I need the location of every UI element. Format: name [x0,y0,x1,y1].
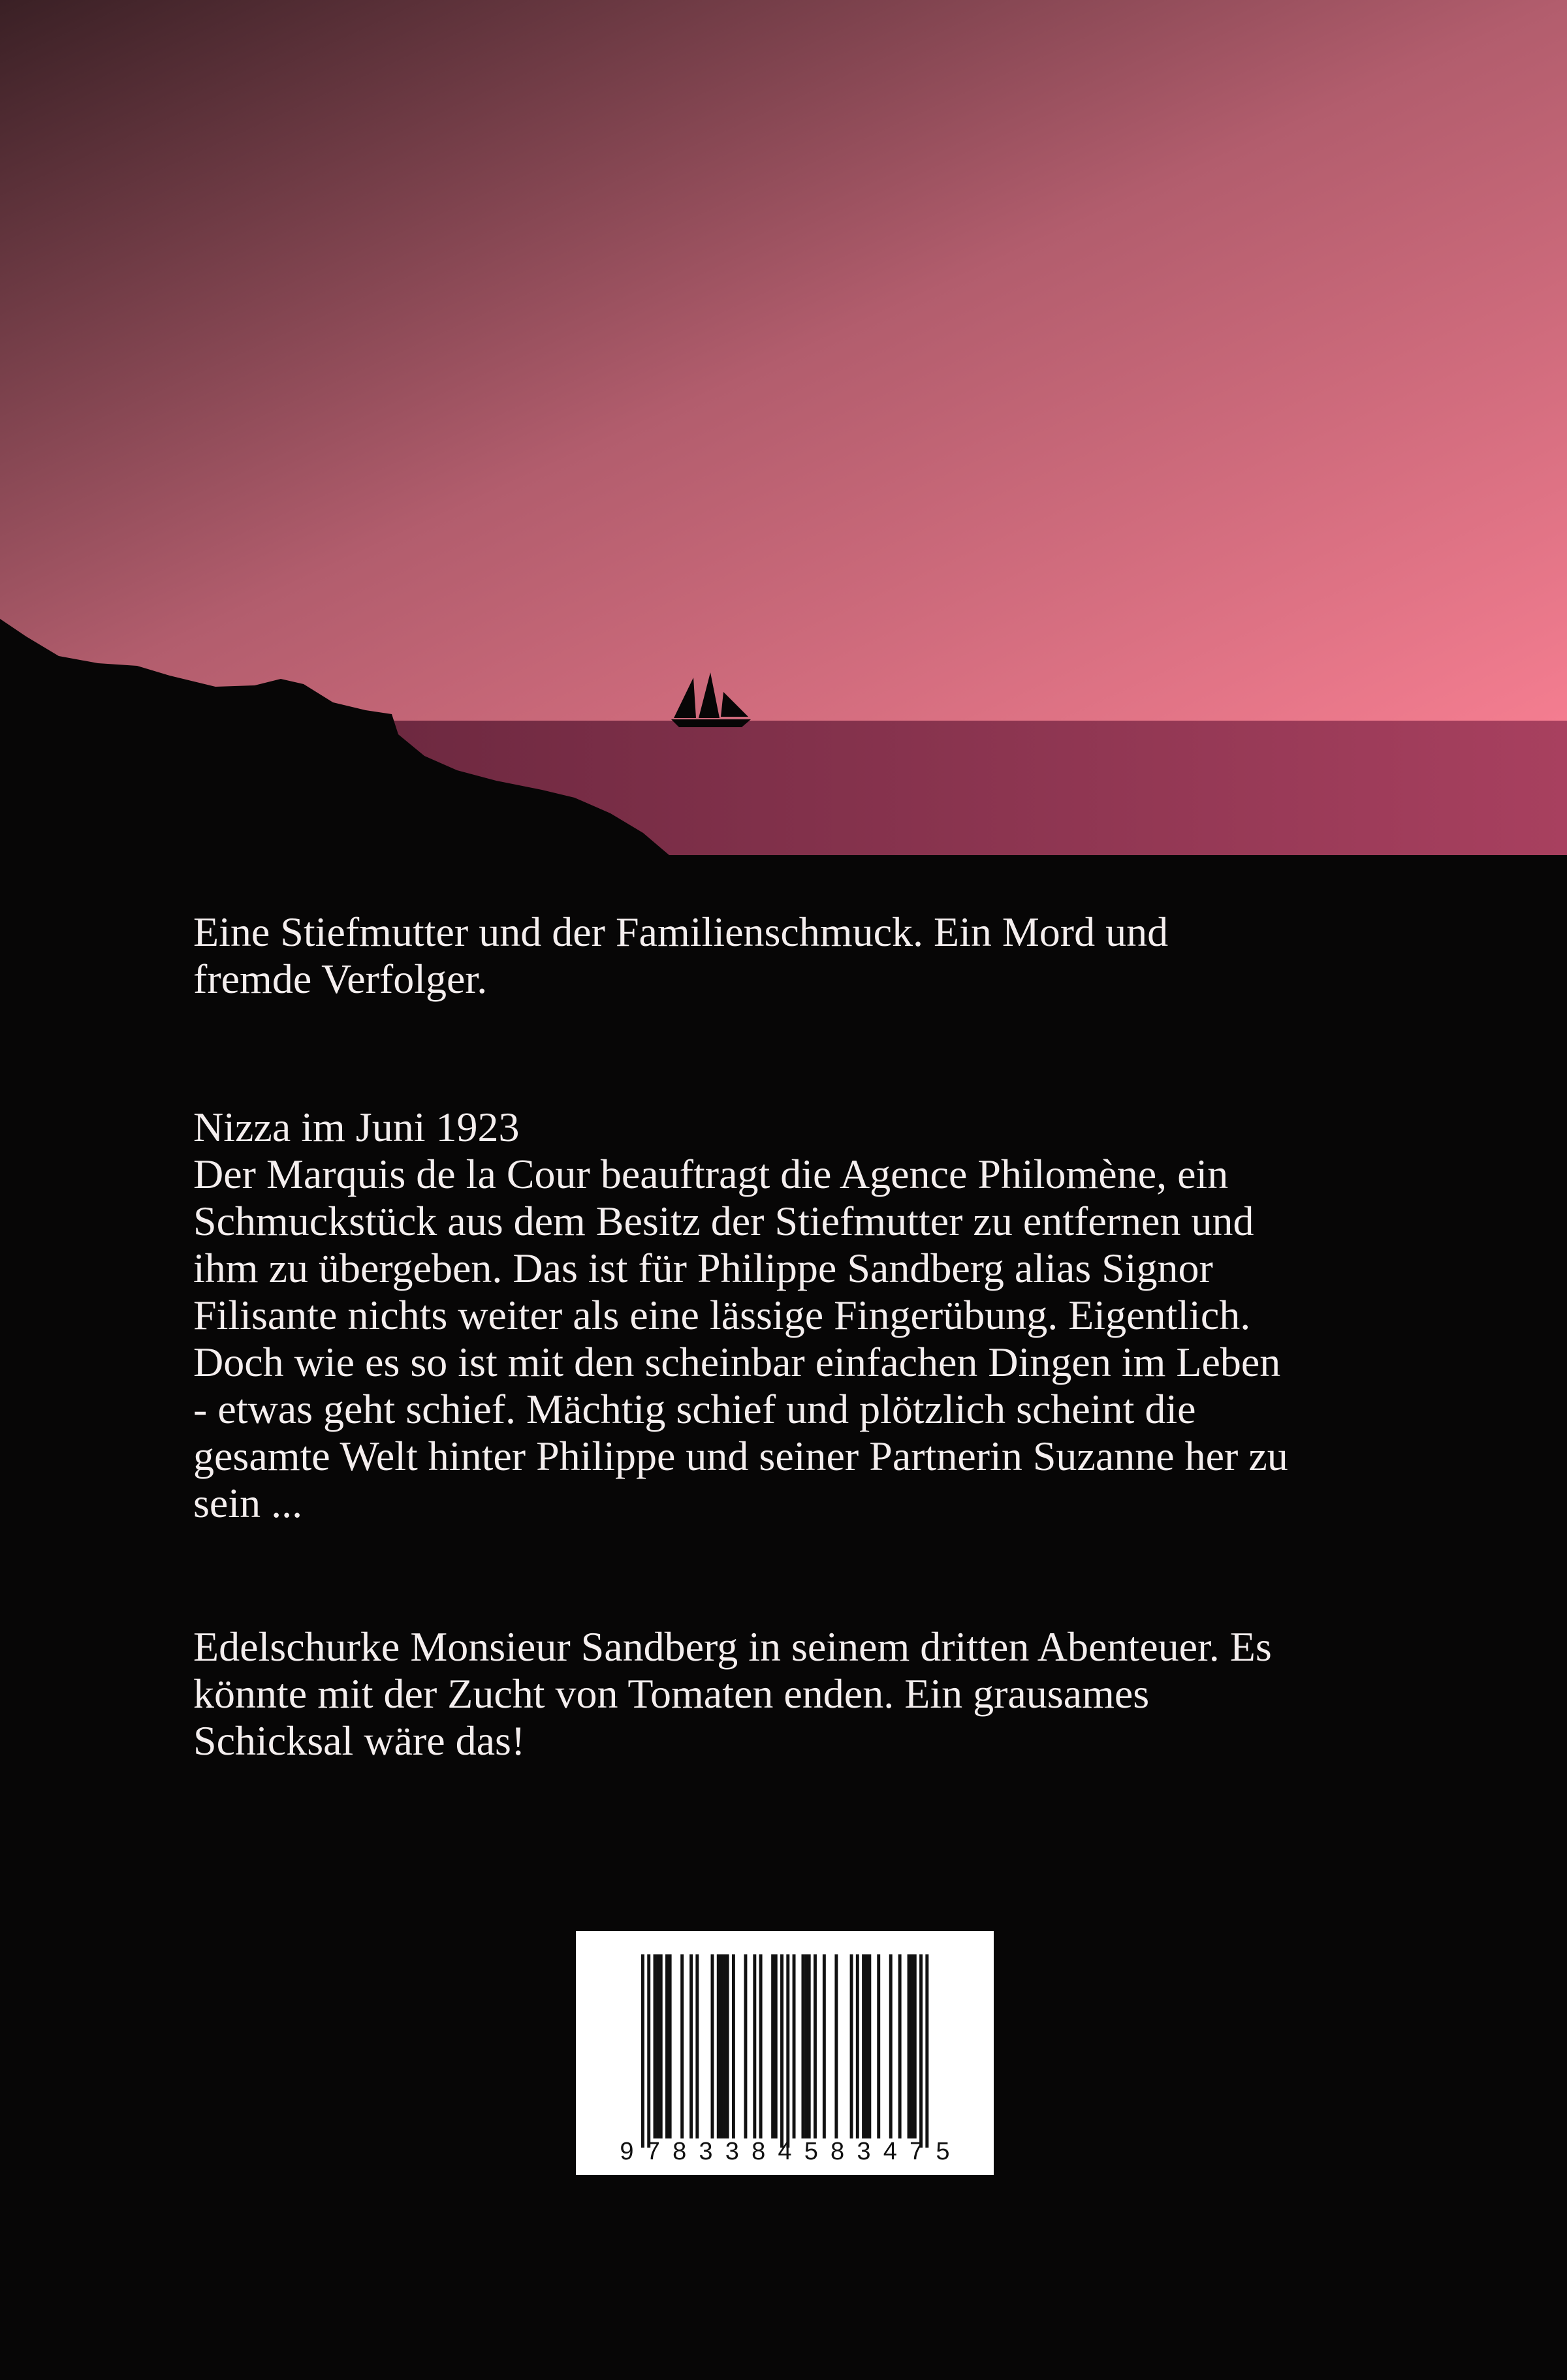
barcode-bar [665,1954,669,2138]
barcode-bar [889,1954,893,2138]
barcode-bar [877,1954,880,2138]
barcode-bar [804,1954,808,2138]
barcode-bar [680,1954,684,2138]
cover-illustration [0,0,1567,855]
barcode-bar [656,1954,659,2138]
barcode-bar [910,1954,913,2138]
barcode-bar [868,1954,871,2138]
story-line: ihm zu übergeben. Das ist für Philippe Sandberg alias Signor [193,1245,1213,1291]
barcode-bar [641,1954,644,2148]
barcode-bar [753,1954,756,2138]
barcode-digit: 7 [910,2138,924,2165]
teaser-text [193,909,1414,1003]
barcode-bar [669,1954,672,2138]
barcode-bar [659,1954,663,2138]
story-line: Schmuckstück aus dem Besitz der Stiefmutter zu entfernen und [193,1198,1254,1244]
teaser-line: fremde Verfolger. [193,956,488,1002]
story-line: sein ... [193,1480,303,1526]
barcode-digit: 3 [857,2138,871,2165]
barcode-number [615,2138,955,2165]
barcode-bar [711,1954,714,2138]
barcode-bar [850,1954,853,2138]
barcode-bar [823,1954,826,2138]
barcode-bar [814,1954,817,2138]
closing-text [193,1623,1414,1764]
closing-line: könnte mit der Zucht von Tomaten enden. Ein grausames [193,1670,1150,1717]
teaser-line: Eine Stiefmutter und der Familienschmuck. Ein Mord und [193,909,1169,955]
barcode-digit: 3 [699,2138,713,2165]
closing-line: Edelschurke Monsieur Sandberg in seinem dritten Abenteuer. Es [193,1623,1272,1670]
isbn-barcode [576,1931,994,2175]
story-line: - etwas geht schief. Mächtig schief und plötzlich scheint die [193,1386,1196,1432]
barcode-bar [834,1954,838,2138]
barcode-bar [689,1954,693,2138]
barcode-bar [919,1954,923,2148]
barcode-digit: 3 [725,2138,739,2165]
story-line: Doch wie es so ist mit den scheinbar einfachen Dingen im Leben [193,1339,1281,1385]
story-line: Filisante nichts weiter als eine lässige Fingerübung. Eigentlich. [193,1292,1251,1338]
story-line: gesamte Welt hinter Philippe und seiner Partnerin Suzanne her zu [193,1433,1288,1479]
barcode-bar [759,1954,763,2138]
sunset-sky [0,0,1567,721]
place-date: Nizza im Juni 1923 [193,1104,520,1150]
story-text [193,1104,1414,1527]
barcode-bar [720,1954,723,2138]
barcode-bar [925,1954,928,2148]
barcode-bar [856,1954,859,2138]
barcode-bar [793,1954,796,2138]
barcode-digit: 8 [673,2138,687,2165]
barcode-bar [774,1954,778,2138]
barcode-bar [913,1954,917,2138]
barcode-bar [726,1954,729,2138]
barcode-bar [865,1954,868,2138]
closing-line: Schicksal wäre das! [193,1717,526,1764]
barcode-digit: 5 [936,2138,950,2165]
barcode-digit: 4 [778,2138,792,2165]
barcode-digit: 7 [646,2138,660,2165]
barcode-bar [780,1954,784,2148]
barcode-digit: 9 [620,2138,634,2165]
barcode-bar [786,1954,789,2148]
barcode-bar [723,1954,726,2138]
barcode-bar [908,1954,911,2138]
barcode-digit: 8 [752,2138,766,2165]
barcode-bar [695,1954,699,2138]
barcode-bar [732,1954,735,2138]
barcode-bar [862,1954,865,2138]
barcode-digit: 4 [883,2138,897,2165]
barcode-bar [898,1954,902,2138]
barcode-bar [647,1954,650,2148]
barcode-bar [771,1954,774,2138]
barcode-digit: 8 [831,2138,845,2165]
barcode-digit: 5 [804,2138,818,2165]
story-line: Der Marquis de la Cour beauftragt die Agence Philomène, ein [193,1151,1229,1197]
barcode-bar [808,1954,811,2138]
barcode-bar [801,1954,804,2138]
barcode-bar [717,1954,720,2138]
barcode-bar [654,1954,657,2138]
barcode-bar [744,1954,747,2138]
